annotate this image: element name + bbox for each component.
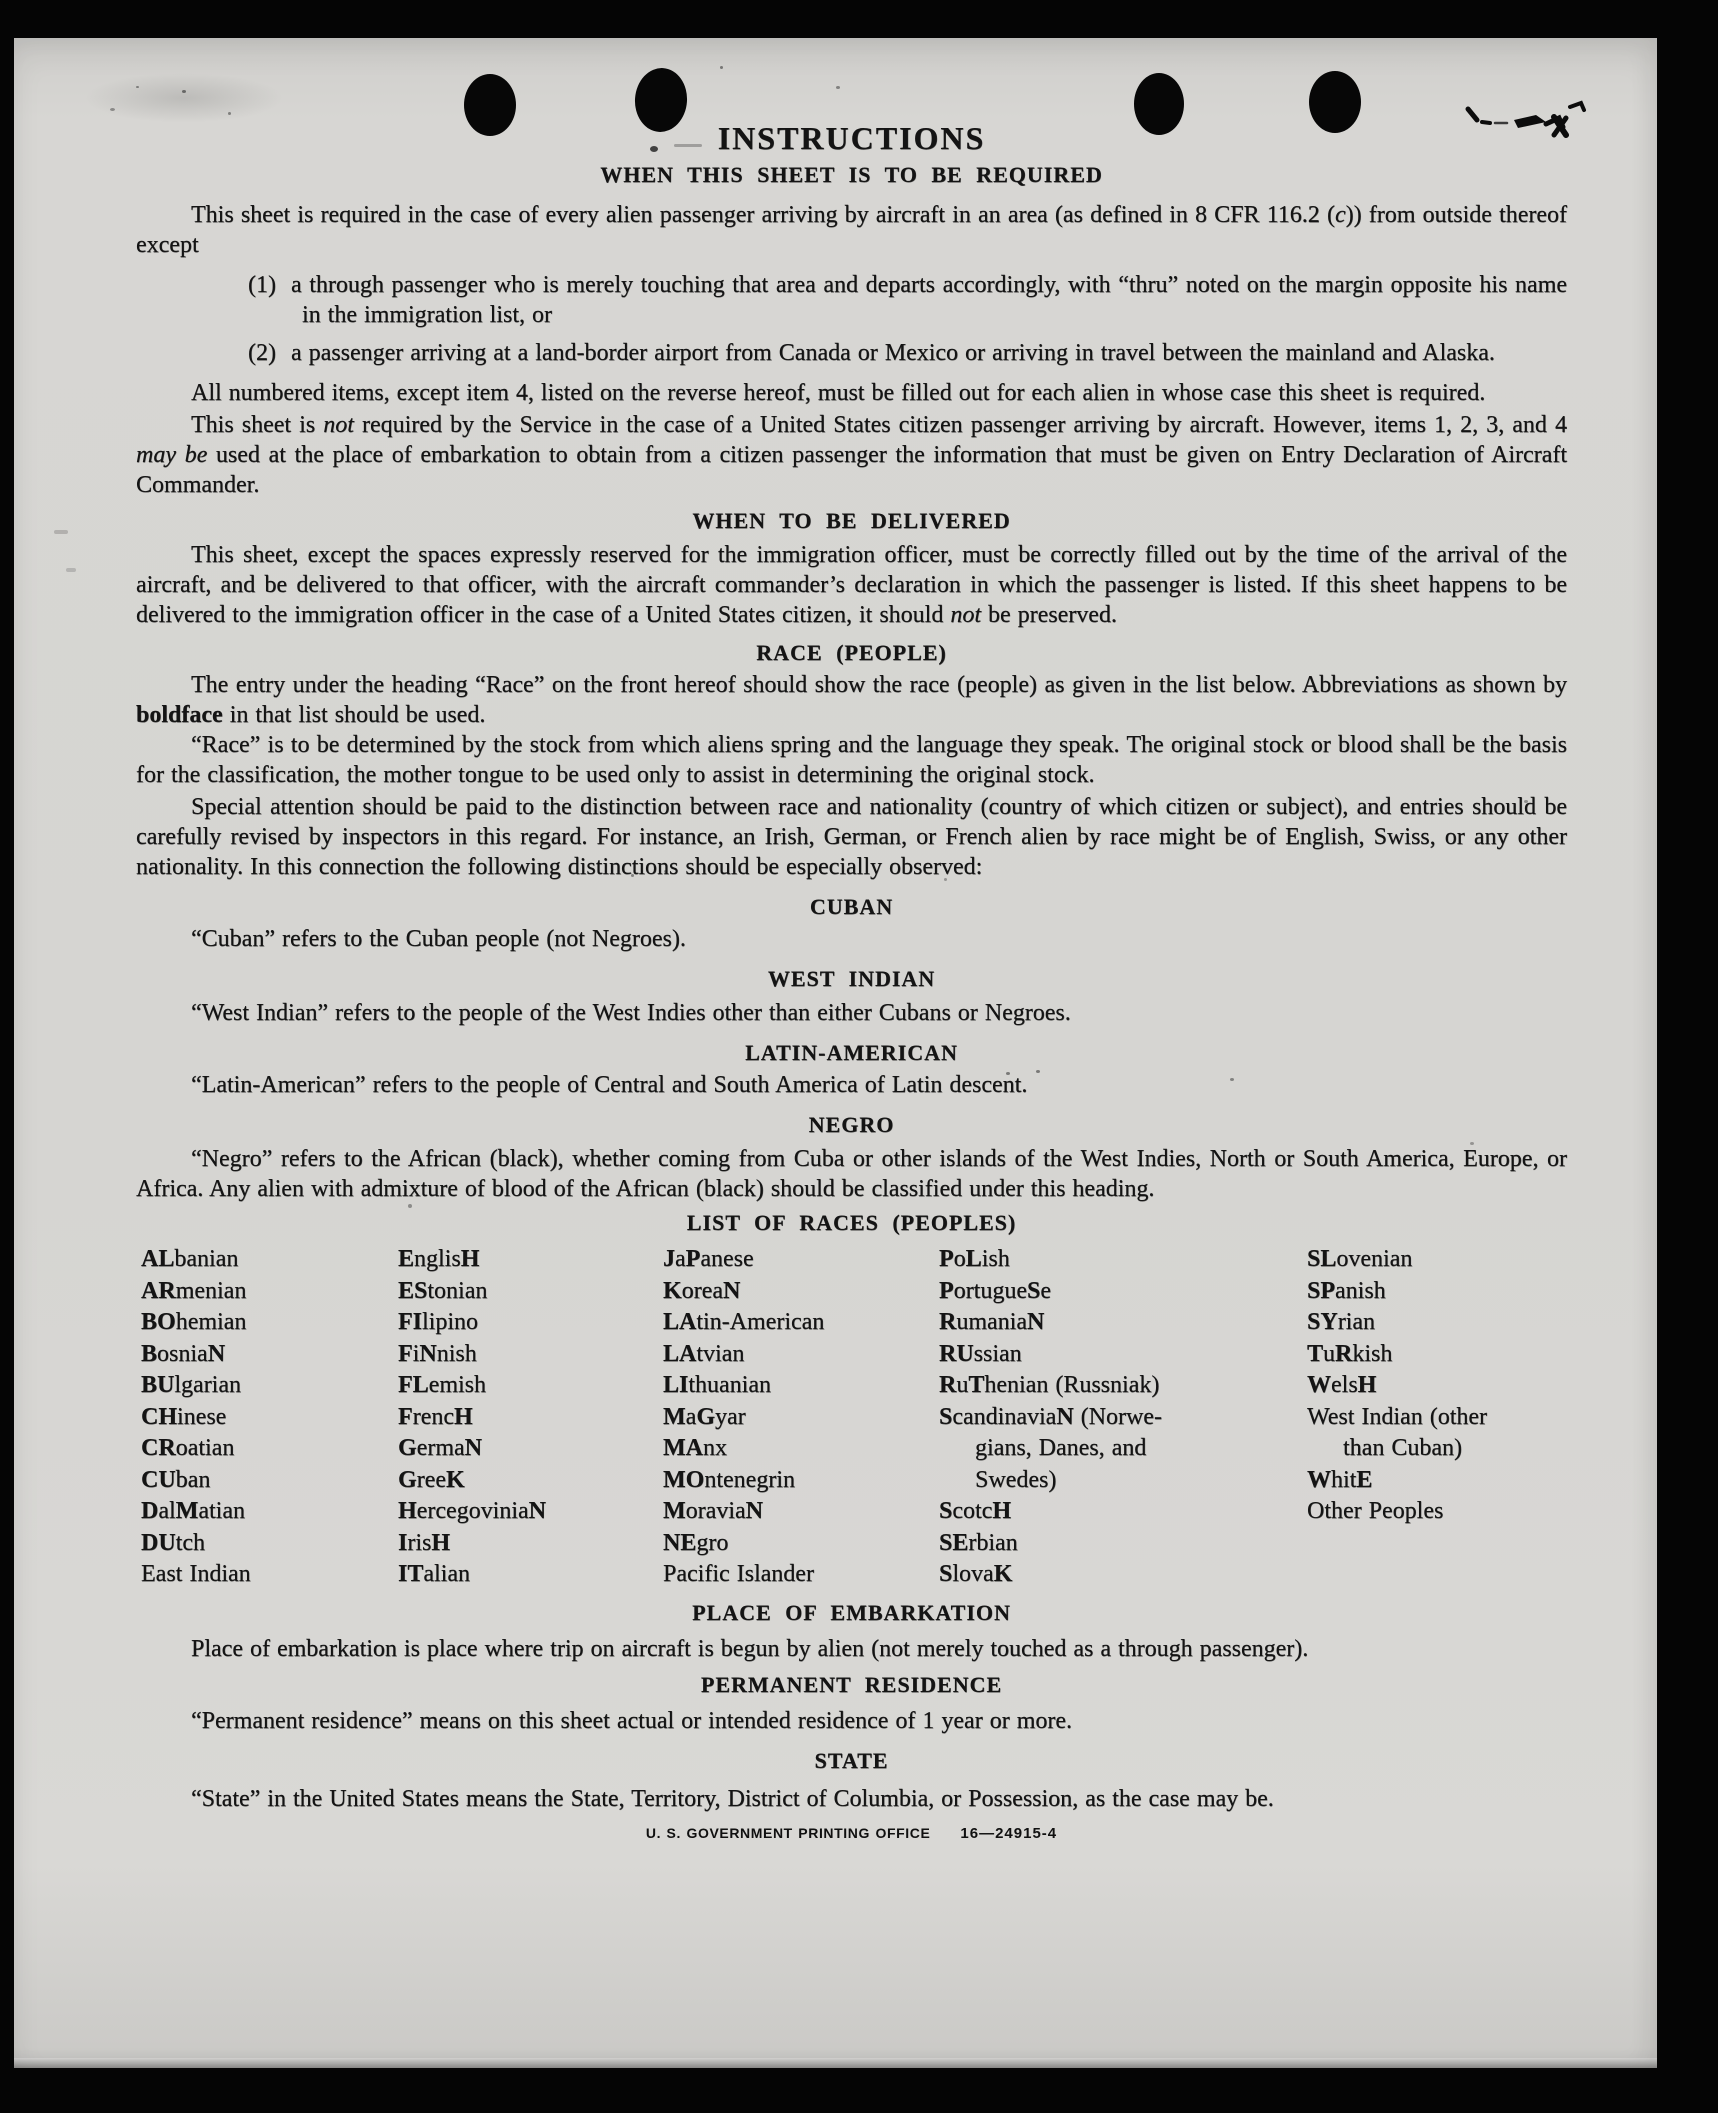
paragraph-delivered — [136, 540, 1567, 630]
text-segment: SL — [1307, 1246, 1337, 1272]
text-segment: H — [992, 1498, 1012, 1524]
paragraph-not-required — [136, 410, 1567, 500]
paragraph-state: “State” in the United States means the State, Territory, District of Columbia, or Possession, as the case may be. — [191, 1786, 1274, 1812]
text-segment: LI — [663, 1372, 689, 1398]
race-entry — [663, 1307, 953, 1339]
text-segment: tch — [175, 1529, 205, 1556]
text-segment: This sheet is required in the case of every alien passenger arriving by aircraft in an area (as defined in 8 CFR 116.2 ( — [191, 202, 1335, 228]
race-entry — [141, 1307, 381, 1339]
race-entry — [663, 1339, 953, 1371]
race-entry — [939, 1402, 1269, 1497]
text-segment: i — [412, 1340, 420, 1367]
section-heading-residence: PERMANENT RESIDENCE — [700, 1672, 1003, 1697]
race-entry — [141, 1528, 381, 1560]
text-segment: FI — [398, 1309, 422, 1335]
text-segment: a — [675, 1246, 686, 1272]
text-segment: W — [1307, 1372, 1331, 1398]
text-segment: kish — [1352, 1340, 1393, 1367]
section-heading-when-required: WHEN THIS SHEET IS TO BE REQUIRED — [600, 162, 1103, 187]
text-segment: E — [1356, 1466, 1373, 1493]
text-segment: S — [939, 1498, 953, 1524]
race-entry — [663, 1402, 953, 1434]
text-segment: Other Peoples — [1307, 1498, 1444, 1524]
race-entry — [939, 1370, 1269, 1402]
text-segment: than Cuban) — [1343, 1435, 1462, 1461]
race-entry — [141, 1244, 381, 1276]
text-segment: ssian — [973, 1340, 1022, 1367]
section-heading-state: STATE — [814, 1748, 889, 1773]
race-entry — [141, 1370, 381, 1402]
section-heading-race: RACE (PEOPLE) — [756, 640, 947, 665]
race-entry — [663, 1496, 953, 1528]
text-segment: T — [1307, 1340, 1324, 1367]
text-segment: N — [419, 1340, 437, 1367]
text-segment: e — [1040, 1277, 1051, 1304]
text-segment: R — [939, 1309, 957, 1335]
text-segment: N — [207, 1340, 226, 1367]
document-page — [14, 38, 1657, 2068]
text-segment: P — [939, 1246, 954, 1272]
text-segment: N — [464, 1435, 482, 1461]
text-segment: oatian — [175, 1435, 235, 1461]
text-segment: LA — [663, 1309, 697, 1335]
text-segment: N — [722, 1277, 741, 1304]
text-segment: tvian — [696, 1340, 745, 1367]
text-segment: D — [141, 1498, 159, 1524]
text-segment: H — [431, 1529, 451, 1556]
text-segment: M — [663, 1403, 686, 1430]
text-segment: West Indian (other — [1307, 1403, 1488, 1430]
section-heading-embarkation: PLACE OF EMBARKATION — [692, 1600, 1011, 1625]
text-segment: R — [1335, 1340, 1353, 1367]
text-segment: H — [453, 1403, 473, 1430]
race-entry — [939, 1307, 1269, 1339]
list-item-number: (1) — [248, 272, 276, 298]
text-segment: BO — [141, 1309, 176, 1335]
paragraph-latin-american: “Latin-American” refers to the people of Central and South America of Latin descent. — [191, 1072, 1028, 1098]
race-entry — [398, 1339, 648, 1371]
text-segment: The entry under the heading “Race” on the front hereof should show the race (people) as given in the list below. Abbreviations as shown by — [191, 672, 1567, 698]
text-segment: orea — [681, 1277, 723, 1304]
section-heading-negro: NEGRO — [808, 1112, 895, 1137]
text-segment: This sheet, except the spaces expressly reserved for the immigration officer, must be correctly filled out by the time of the arrival of the aircraft, and be delivered to that officer, with the aircraft commander’s declaration in which the passenger is listed. If this sheet happens to be delivered to the immigration officer in the case of a United States citizen, it should — [136, 542, 1567, 628]
text-segment: nx — [702, 1435, 727, 1461]
text-segment: ntenegrin — [704, 1466, 795, 1493]
races-column-5 — [1307, 1244, 1567, 1528]
text-segment: o — [953, 1246, 966, 1272]
text-segment: a — [685, 1403, 697, 1430]
race-entry — [1307, 1339, 1567, 1371]
exception-list — [136, 270, 1567, 368]
text-segment: B — [141, 1340, 158, 1367]
paragraph-all-numbered: All numbered items, except item 4, listed on the reverse hereof, must be filled out for each alien in whose case this sheet is required. — [191, 380, 1486, 406]
text-segment: inese — [177, 1403, 227, 1430]
text-segment: IT — [398, 1561, 424, 1587]
text-segment: AL — [141, 1246, 175, 1272]
race-entry — [398, 1496, 648, 1528]
text-segment: BU — [141, 1372, 175, 1398]
paragraph-residence: “Permanent residence” means on this sheet actual or intended residence of 1 year or more. — [191, 1708, 1072, 1734]
race-entry — [939, 1339, 1269, 1371]
race-entry — [1307, 1307, 1567, 1339]
text-segment: H — [1357, 1372, 1377, 1398]
list-item-text: a passenger arriving at a land-border airport from Canada or Mexico or arriving in travel between the mainland and Alaska. — [290, 340, 1495, 366]
text-segment: lipino — [422, 1309, 479, 1335]
text-segment: N — [528, 1498, 546, 1524]
text-segment: RU — [939, 1340, 974, 1367]
race-entry — [141, 1339, 381, 1371]
text-segment: al — [158, 1498, 176, 1524]
race-entry — [1307, 1276, 1567, 1308]
paragraph-intro — [136, 200, 1567, 260]
text-segment: DU — [141, 1529, 176, 1556]
text-segment: ish — [981, 1246, 1010, 1272]
text-segment: P — [939, 1277, 954, 1304]
text-segment: lgarian — [174, 1372, 241, 1398]
text-segment: u — [956, 1372, 969, 1398]
text-segment: ris — [407, 1529, 432, 1556]
text-segment: G — [398, 1466, 417, 1493]
text-segment: N — [1056, 1403, 1074, 1430]
text-segment: used at the place of embarkation to obtain from a citizen passenger the information that must be given on Entry Declaration of Aircraft Commander. — [136, 442, 1567, 498]
race-entry — [939, 1244, 1269, 1276]
text-segment: N — [745, 1498, 763, 1524]
race-entry — [939, 1528, 1269, 1560]
text-segment: SY — [1307, 1309, 1338, 1335]
text-segment: els — [1331, 1372, 1358, 1398]
text-segment: This sheet is — [191, 412, 324, 438]
section-heading-latin-american: LATIN-AMERICAN — [745, 1040, 958, 1065]
text-segment: CU — [141, 1466, 176, 1493]
text-segment: S — [1026, 1277, 1041, 1304]
text-segment: H — [398, 1498, 417, 1524]
races-column-2 — [398, 1244, 648, 1591]
text-segment: in that list should be used. — [222, 702, 486, 728]
section-heading-when-delivered: WHEN TO BE DELIVERED — [692, 508, 1011, 533]
race-entry — [1307, 1370, 1567, 1402]
text-segment: ovenian — [1336, 1246, 1413, 1272]
text-segment: K — [663, 1277, 682, 1304]
race-entry — [663, 1559, 953, 1591]
text-segment: oravia — [685, 1498, 746, 1524]
race-entry — [939, 1496, 1269, 1528]
text-segment: anish — [1335, 1277, 1386, 1304]
race-entry — [663, 1276, 953, 1308]
text-segment: NE — [663, 1529, 697, 1556]
race-entry — [398, 1433, 648, 1465]
text-segment: AR — [141, 1277, 176, 1304]
races-column-3 — [663, 1244, 953, 1591]
races-column-1 — [141, 1244, 381, 1591]
text-segment: N — [1026, 1309, 1045, 1335]
text-segment: not — [950, 602, 981, 628]
text-segment: rbian — [968, 1529, 1018, 1556]
text-segment: gro — [696, 1529, 729, 1556]
text-segment: required by the Service in the case of a United States citizen passenger arriving by aircraft. However, items 1, 2, 3, and 4 — [353, 412, 1567, 438]
text-segment: boldface — [136, 702, 223, 728]
text-segment: MA — [663, 1435, 703, 1461]
text-segment: ree — [416, 1466, 446, 1493]
section-heading-west-indian: WEST INDIAN — [767, 966, 936, 991]
text-segment: menian — [175, 1277, 247, 1304]
race-entry — [1307, 1402, 1567, 1465]
text-segment: East Indian — [141, 1561, 251, 1587]
text-segment: CH — [141, 1403, 177, 1430]
race-entry — [939, 1276, 1269, 1308]
text-segment: I — [398, 1529, 408, 1556]
text-segment: ercegovinia — [416, 1498, 529, 1524]
text-segment: lova — [952, 1561, 994, 1587]
text-segment: hit — [1331, 1466, 1357, 1493]
text-segment: Swedes) — [975, 1466, 1057, 1493]
race-entry — [663, 1465, 953, 1497]
section-heading-races-list: LIST OF RACES (PEOPLES) — [686, 1210, 1017, 1235]
race-entry — [1307, 1244, 1567, 1276]
text-segment: atian — [198, 1498, 245, 1524]
text-segment: SE — [939, 1529, 969, 1556]
text-segment: M — [175, 1498, 199, 1524]
races-list — [136, 1244, 1567, 1594]
paragraph-west-indian: “West Indian” refers to the people of the West Indies other than either Cubans or Negroes. — [191, 1000, 1071, 1026]
text-segment: banian — [174, 1246, 239, 1272]
page-title: INSTRUCTIONS — [717, 120, 986, 156]
text-segment: (Norwe- — [1073, 1403, 1162, 1430]
print-code: 16—24915-4 — [960, 1825, 1058, 1842]
race-entry — [398, 1528, 648, 1560]
race-entry — [398, 1465, 648, 1497]
paragraph-race-3: Special attention should be paid to the distinction between race and nationality (country of which citizen or subject), and entries should be carefully revised by inspectors in this regard. For instance, an Irish, German, or French alien by race might be of English, Swiss, or any other nationality. In this connection the following distinctions should be especially observed: — [136, 794, 1567, 880]
paragraph-race-2: “Race” is to be determined by the stock from which aliens spring and the language they speak. The original stock or blood shall be the basis for the classification, the mother tongue to be used only to assist in determining the original stock. — [136, 732, 1567, 788]
text-segment: rian — [1337, 1309, 1375, 1335]
race-entry — [141, 1402, 381, 1434]
race-entry — [141, 1433, 381, 1465]
text-segment: G — [696, 1403, 715, 1430]
text-segment: ortugue — [953, 1277, 1027, 1304]
text-segment: E — [398, 1246, 415, 1272]
text-segment: erma — [416, 1435, 465, 1461]
text-segment: be preserved. — [981, 602, 1117, 628]
text-segment: MO — [663, 1466, 705, 1493]
text-segment: yar — [714, 1403, 746, 1430]
text-segment: CR — [141, 1435, 176, 1461]
print-office-label: U. S. GOVERNMENT PRINTING OFFICE — [645, 1825, 931, 1841]
text-segment: )) from outside thereof except — [136, 202, 1567, 258]
text-segment: thuanian — [688, 1372, 771, 1398]
text-segment: FL — [398, 1372, 429, 1398]
text-segment: Pacific Islander — [663, 1561, 814, 1587]
text-segment: S — [939, 1403, 953, 1430]
text-segment: u — [1323, 1340, 1336, 1367]
paragraph-cuban: “Cuban” refers to the Cuban people (not Negroes). — [191, 926, 686, 952]
text-segment: candinavia — [952, 1403, 1057, 1430]
text-segment: nish — [436, 1340, 477, 1367]
race-entry — [398, 1402, 648, 1434]
text-segment: may be — [136, 442, 208, 468]
race-entry — [663, 1433, 953, 1465]
race-entry — [398, 1559, 648, 1591]
race-entry — [141, 1496, 381, 1528]
text-segment: ES — [398, 1277, 428, 1304]
text-segment: T — [968, 1372, 985, 1398]
text-segment: osnia — [157, 1340, 208, 1367]
race-entry — [141, 1465, 381, 1497]
text-segment: not — [323, 412, 354, 438]
text-segment: W — [1307, 1466, 1331, 1493]
text-segment: alian — [423, 1561, 470, 1587]
list-item-text: a through passenger who is merely touching that area and departs accordingly, with “thru” noted on the margin opposite his name in the immigration list, or — [290, 272, 1567, 328]
race-entry — [141, 1559, 381, 1591]
text-segment: G — [398, 1435, 417, 1461]
text-segment: hemian — [175, 1309, 247, 1335]
race-entry — [141, 1276, 381, 1308]
list-item-number: (2) — [248, 340, 276, 366]
text-segment: emish — [428, 1372, 486, 1398]
race-entry — [1307, 1496, 1567, 1528]
race-entry — [1307, 1465, 1567, 1497]
text-segment: P — [685, 1246, 701, 1272]
text-segment: L — [965, 1246, 982, 1272]
race-entry — [398, 1276, 648, 1308]
text-segment: tonian — [427, 1277, 488, 1304]
scan-speckle — [110, 108, 115, 111]
text-segment: umania — [956, 1309, 1027, 1335]
text-segment: F — [398, 1340, 413, 1367]
list-item-2 — [136, 338, 1567, 368]
race-entry — [663, 1528, 953, 1560]
race-entry — [398, 1370, 648, 1402]
page-content — [136, 38, 1567, 1849]
scan-speckle — [54, 530, 68, 534]
race-entry — [398, 1307, 648, 1339]
text-segment: henian (Russniak) — [984, 1372, 1160, 1398]
scan-speckle — [66, 568, 76, 572]
text-segment: anese — [700, 1246, 754, 1272]
text-segment: S — [939, 1561, 953, 1587]
text-segment: nglis — [414, 1246, 461, 1272]
text-segment: tin-American — [696, 1309, 825, 1335]
text-segment: renc — [412, 1403, 454, 1430]
list-item-1 — [136, 270, 1567, 330]
text-segment: K — [445, 1466, 465, 1493]
section-heading-cuban: CUBAN — [809, 894, 894, 919]
races-column-4 — [939, 1244, 1269, 1591]
text-segment: K — [993, 1561, 1013, 1587]
text-segment: c — [1334, 202, 1346, 228]
race-entry — [939, 1559, 1269, 1591]
text-segment: H — [460, 1246, 480, 1272]
text-segment: cotc — [952, 1498, 993, 1524]
text-segment: SP — [1307, 1277, 1336, 1304]
print-office-footer — [136, 1818, 1567, 1849]
paragraph-race-1 — [136, 670, 1567, 730]
race-entry — [398, 1244, 648, 1276]
text-segment: J — [663, 1246, 675, 1272]
race-entry — [663, 1244, 953, 1276]
race-entry — [663, 1370, 953, 1402]
text-segment: F — [398, 1403, 413, 1430]
paragraph-negro: “Negro” refers to the African (black), whether coming from Cuba or other islands of the West Indies, North or South America, Europe, or Africa. Any alien with admixture of blood of the African (black) should be classified under this heading. — [136, 1146, 1567, 1202]
text-segment: LA — [663, 1340, 697, 1367]
text-segment: M — [663, 1498, 686, 1524]
text-segment: gians, Danes, and — [975, 1435, 1147, 1461]
paragraph-embarkation: Place of embarkation is place where trip on aircraft is begun by alien (not merely touched as a through passenger). — [191, 1636, 1309, 1662]
text-segment: R — [939, 1372, 957, 1398]
text-segment: ban — [175, 1466, 211, 1493]
